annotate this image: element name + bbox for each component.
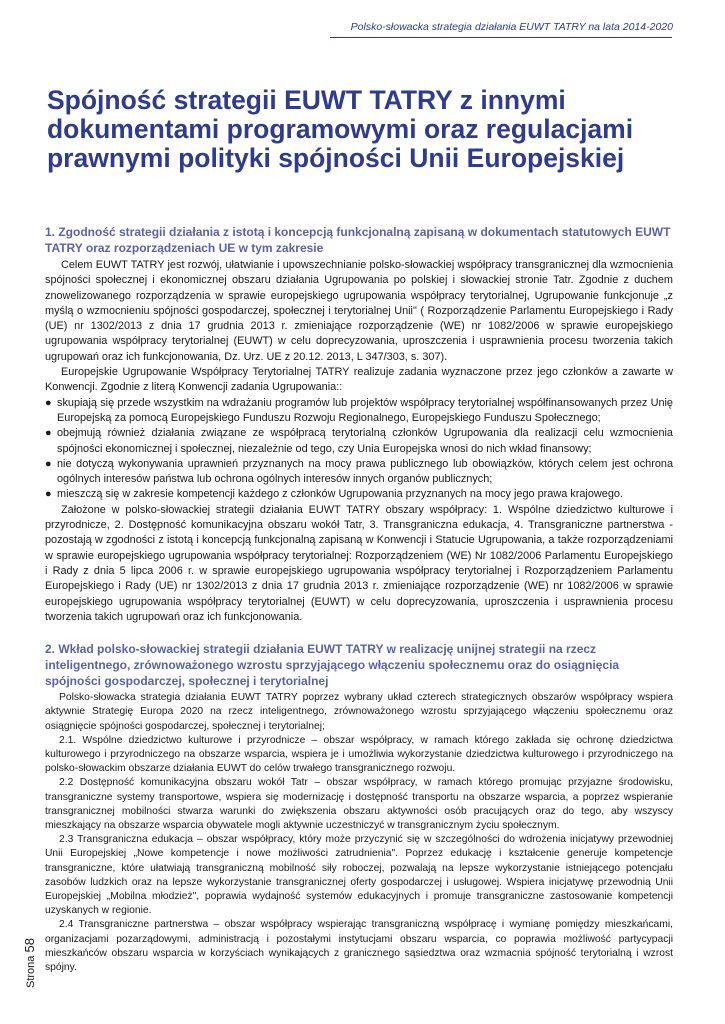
bullet-icon: ●	[45, 427, 52, 440]
bullet-icon: ●	[45, 396, 52, 409]
running-header: Polsko-słowacka strategia działania EUWT TATRY na lata 2014-2020	[350, 21, 673, 33]
section-1-paragraph: Założone w polsko-słowackiej strategii działania EUWT TATRY obszary współpracy: 1. Wspólne dziedzictwo kulturowe i przyrodnicze, 2. Dostępność komunikacyjna obszaru wokół Tatr, 3. Transgraniczna edukacja, 4. Transgraniczne partnerstwa - pozostają w zgodności z istotą i koncepcją funkcjonalną zapisaną w Konwencji i Statucie Ugrupowania, a także rozporządzeniami w sprawie europejskiego ugrupowania współpracy terytorialnej: Rozporządzeniem (WE) Nr 1082/2006 Parlamentu Europejskiego i Rady z dnia 5 lipca 2006 r. w sprawie europejskiego ugrupowania współpracy terytorialnej i Rozporządzeniem Parlamentu Europejskiego i Rady (UE) nr 1302/2013 z dnia 17 grudnia 2013 r. zmieniające rozporządzenie (WE) nr 1082/2006 w sprawie europejskiego ugrupowania współpracy terytorialnej (EUWT) w celu doprecyzowania, uproszczenia i usprawnienia procesu tworzenia takich ugrupowań oraz ich funkcjonowania.	[45, 503, 673, 623]
list-item	[45, 426, 673, 457]
section-1-paragraph: Celem EUWT TATRY jest rozwój, ułatwianie i upowszechnianie polsko-słowackiej współpracy transgranicznej dla wzmocnienia spójności społecznej i ekonomicznej obszaru działania Ugrupowania po polskiej i słowackiej stronie Tatr. Zgodnie z duchem znowelizowanego rozporządzenia w sprawie europejskiego ugrupowania współpracy terytorialnej, Ugrupowanie funkcjonuje „z myślą o wzmocnieniu spójności gospodarczej, społecznej i terytorialnej Unii" ( Rozporządzenie Parlamentu Europejskiego i Rady (UE) nr 1302/2013 z dnia 17 grudnia 2013 r. zmieniające rozporządzenie (WE) nr 1082/2006 w sprawie europejskiego ugrupowania współpracy terytorialnej (EUWT) w celu doprecyzowania, uproszczenia i usprawnienia procesu tworzenia takich ugrupowań oraz ich funkcjonowania, Dz. Urz. UE z 20.12. 2013, L 347/303, s. 307).	[45, 259, 673, 363]
list-item	[45, 396, 673, 427]
section-2-paragraph: 2.3 Transgraniczna edukacja – obszar współpracy, który może przyczynić się w szczególności do wdrożenia inicjatywy przewodniej Unii Europejskiej „Nowe kompetencje i nowe możliwości zatrudnienia". Poprzez edukację i kształcenie generuje kompetencje transgraniczne, które ułatwiają transgraniczną mobilność siły roboczej, pozwalają na lepsze wykorzystanie istniejącego potencjału zasobów ludzkich oraz na lepsze wykorzystanie transgranicznej oferty gospodarczej i usługowej. Wspiera inicjatywę przewodnią Unii Europejskiej „Mobilna młodzież", poprawia wydajność systemów edukacyjnych i promuje transgraniczne zastosowanie kompetencji uzyskanych w regionie.	[45, 834, 673, 917]
main-content	[45, 224, 673, 975]
list-item-text: skupiają się przede wszystkim na wdrażaniu programów lub projektów współpracy terytorialnej współfinansowanych przez Unię Europejską za pomocą Europejskiego Funduszu Rozwoju Regionalnego, Europejskiego Funduszu Społecznego;	[57, 396, 673, 424]
section-2-paragraph: 2.2 Dostępność komunikacyjna obszaru wokół Tatr – obszar współpracy, w ramach którego promując przyjazne środowisku, transgraniczne systemy transportowe, wspiera się modernizację i dostępność transportu na obszarze wsparcia, a poprzez wspieranie transgranicznej mobilności stwarza warunki do zwiększenia obszaru aktywności osób pracujących oraz do tego, aby wszyscy mieszkający na obszarze wsparcia obywatele mogli aktywnie uczestniczyć w transgranicznym życiu społecznym.	[45, 777, 673, 831]
page-label-text: Strona	[25, 955, 37, 988]
bullet-icon: ●	[45, 488, 52, 501]
section-1-heading: 1. Zgodność strategii działania z istotą i koncepcją funkcjonalną zapisaną w dokumentach statutowych EUWT TATRY oraz rozporządzeniach UE w tym zakresie	[45, 225, 671, 255]
section-2-heading: 2. Wkład polsko-słowackiej strategii działania EUWT TATRY w realizację unijnej strategii na rzecz inteligentnego, zrównoważonego wzrostu sprzyjającego włączeniu społecznemu oraz do osiągnięcia spójności gospodarczej, społecznej i terytorialnej	[45, 642, 620, 689]
section-2-paragraph: 2.1. Wspólne dziedzictwo kulturowe i przyrodnicze – obszar współpracy, w ramach którego zakłada się ochronę dziedzictwa kulturowego i przyrodniczego na obszarze wsparcia, wspiera je i umożliwia wykorzystanie dziedzictwa kulturowego i przyrodniczego na polsko-słowackim obszarze działania EUWT do celów trwałego transgranicznego rozwoju.	[45, 734, 673, 775]
list-item	[45, 487, 673, 502]
list-item-text: mieszczą się w zakresie kompetencji każdego z członków Ugrupowania przyznanych na mocy jego prawa krajowego.	[57, 488, 623, 501]
page-number	[22, 938, 37, 988]
task-list	[45, 396, 673, 503]
list-item	[45, 457, 673, 488]
section-2-paragraph: 2.4 Transgraniczne partnerstwa – obszar współpracy wspierając transgraniczną współpracę i wymianę pomiędzy mieszkańcami, organizacjami pozarządowymi, administracją i pozostałymi instytucjami obszaru wsparcia, co poprawia możliwość partycypacji mieszkańców obszaru wsparcia w korzyściach wynikających z granicznego sąsiedztwa oraz wzmacnia spójność terytorialną i wzrost spójny.	[45, 919, 673, 973]
section-2-paragraph: Polsko-słowacka strategia działania EUWT TATRY poprzez wybrany układ czterech strategicznych obszarów współpracy wspiera aktywnie Strategię Europa 2020 na rzecz inteligentnego, zrównoważonego wzrostu sprzyjającego włączeniu społecznemu oraz osiągnięcie spójności gospodarczej, społecznej i terytorialnej;	[45, 692, 673, 732]
header-divider	[330, 37, 672, 38]
bullet-icon: ●	[45, 457, 52, 470]
list-item-text: obejmują również działania związane ze współpracą terytorialną członków Ugrupowania dla realizacji celu wzmocnienia spójności ekonomicznej i społecznej, niezależnie od tego, czy Unia Europejska wnosi do nich wkład finansowy;	[57, 427, 673, 455]
page-title: Spójność strategii EUWT TATRY z innymi dokumentami programowymi oraz regulacjami prawnymi polityki spójności Unii Europejskiej	[47, 85, 634, 173]
page-number-value: 58	[22, 938, 37, 953]
list-item-text: nie dotyczą wykonywania uprawnień przyznanych na mocy prawa publicznego lub obowiązków, których celem jest ochrona ogólnych interesów państwa lub ochrona ogólnych interesów innych organów publicznych;	[57, 457, 673, 486]
section-1-paragraph: Europejskie Ugrupowanie Współpracy Terytorialnej TATRY realizuje zadania wyznaczone przez jego członków a zawarte w Konwencji. Zgodnie z literą Konwencji zadania Ugrupowania::	[45, 366, 673, 394]
